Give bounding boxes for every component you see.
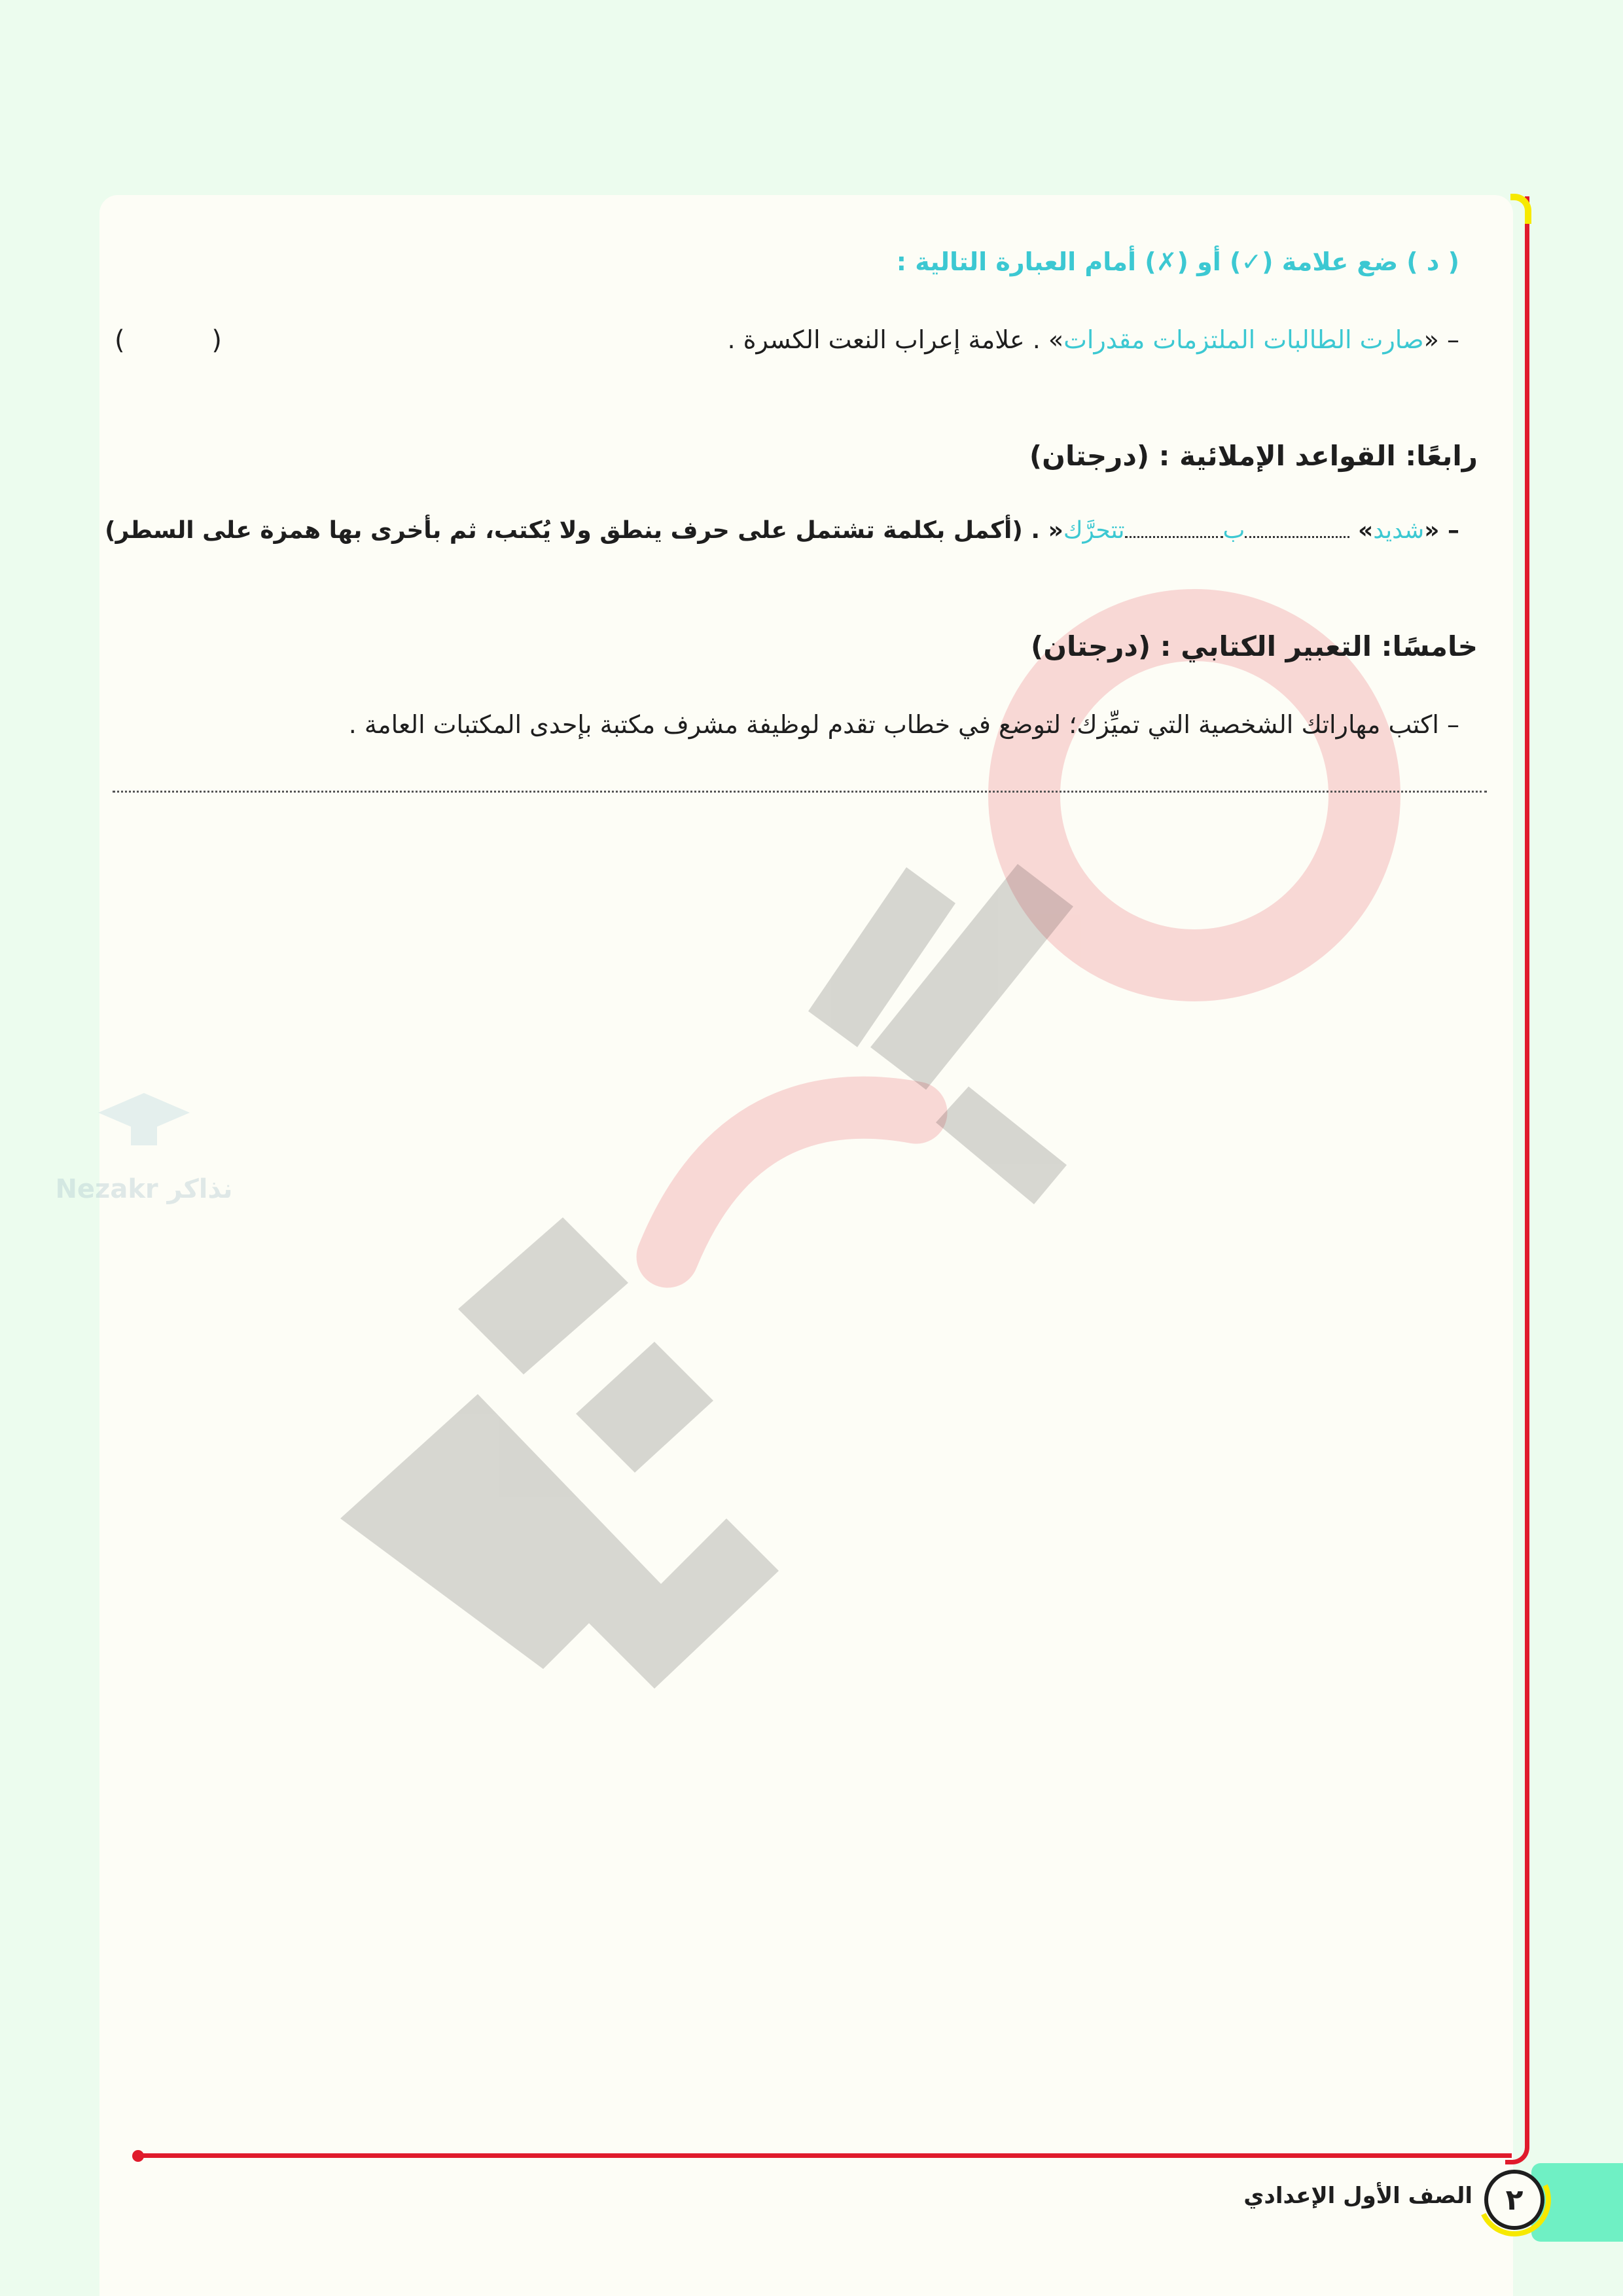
quoted-sentence: صارت الطالبات الملتزمات مقدرات (1063, 325, 1424, 354)
answer-brackets[interactable]: ( ) (115, 325, 261, 355)
quote-open: « (1424, 517, 1440, 544)
blank-2[interactable] (1125, 532, 1223, 538)
instruction: . (أكمل بكلمة تشتمل على حرف ينطق ولا يُكتب، ثم بأخرى بها همزة على السطر) (105, 517, 1041, 544)
grade-label: الصف الأول الإعدادي (1243, 2183, 1472, 2209)
quote-open-2: « (1048, 517, 1063, 544)
statement-rest: . علامة إعراب النعت الكسرة . (727, 325, 1041, 354)
logo-text: Nezakr نذاكر (55, 1174, 233, 1204)
question-d-statement (727, 325, 1459, 354)
page-number: ٢ (1484, 2170, 1544, 2230)
section-5-heading: خامسًا: التعبير الكتابي : (درجتان) (1031, 630, 1478, 662)
section-5-prompt: – اكتب مهاراتك الشخصية التي تميِّزك؛ لتوضع في خطاب تقدم لوظيفة مشرف مكتبة بإحدى المكتبات العامة . (348, 710, 1459, 739)
nezakr-logo (52, 1080, 236, 1211)
section-4-question (105, 517, 1459, 544)
quote-close: » (1357, 517, 1374, 544)
watermark-text: الأضواء (890, 1336, 910, 1344)
bottom-rule (137, 2153, 1512, 2158)
example-word-1: شديد (1373, 517, 1425, 544)
quote-close: » (1048, 325, 1064, 354)
bottom-rule-dot (132, 2150, 144, 2162)
example-letter: ب (1222, 517, 1245, 544)
blank-1[interactable] (1245, 532, 1349, 538)
quote-open: « (1423, 325, 1439, 354)
dash: – (1447, 325, 1459, 354)
example-word-2: تتحرَّك (1063, 517, 1125, 544)
question-d-heading: ( د ) ضع علامة (✓) أو (✗) أمام العبارة التالية : (896, 247, 1459, 276)
red-frame (1505, 196, 1529, 2164)
section-4-heading: رابعًا: القواعد الإملائية : (درجتان) (1029, 440, 1478, 472)
dash: – (1448, 517, 1459, 544)
answer-line[interactable] (113, 791, 1487, 793)
